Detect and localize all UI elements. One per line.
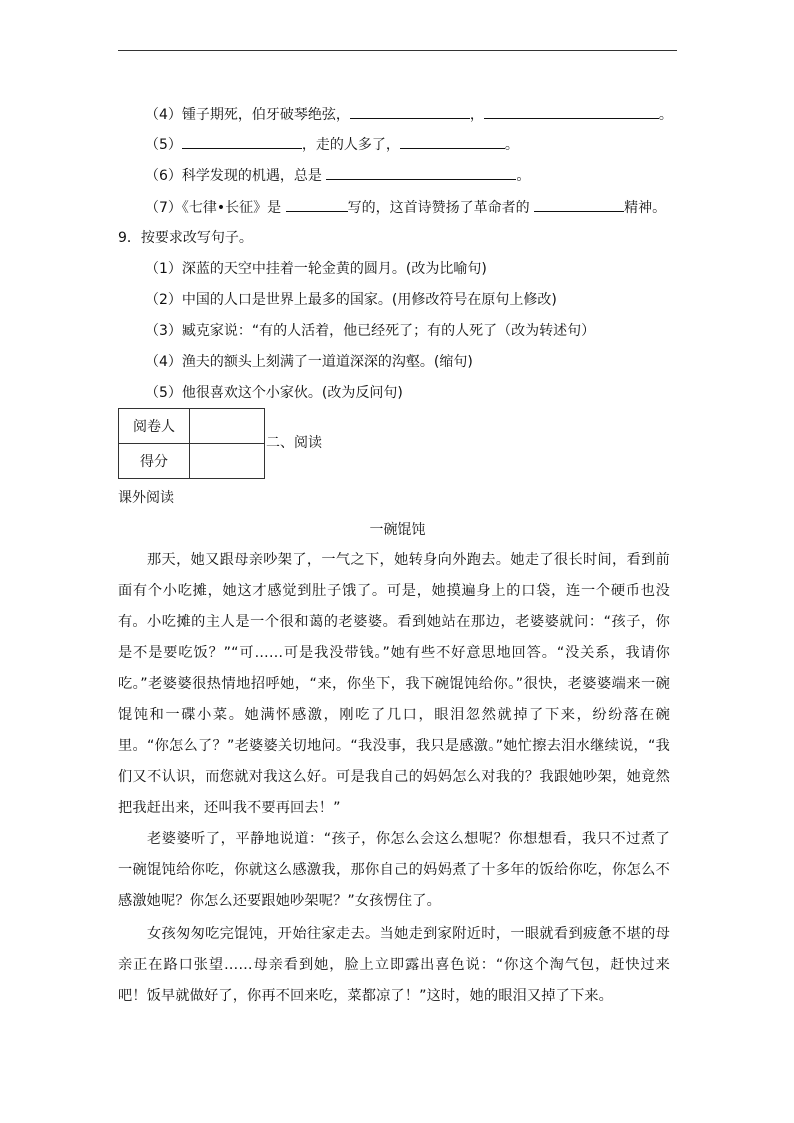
blank-item-4-end: 。 — [658, 107, 673, 123]
blank-item-6-end: 。 — [516, 168, 531, 184]
story-paragraph-1: 那天，她又跟母亲吵架了，一气之下，她转身向外跑去。她走了很长时间，看到前面有个小吃摊，她这才感觉到肚子饿了。可是，她摸遍身上的口袋，连一个硬币也没有。 — [118, 552, 670, 630]
blank-item-5 — [145, 134, 519, 155]
q9-item-5: （5）他很喜欢这个小家伙。(改为反问句) — [145, 385, 403, 401]
score-label: 得分 — [119, 444, 190, 479]
q9-item-2: （2）中国的人口是世界上最多的国家。(用修改符号在原句上修改) — [145, 292, 557, 308]
answer-blank-5b[interactable] — [400, 134, 505, 149]
blank-item-7-end: 精神。 — [624, 200, 667, 216]
section-title: 二、阅读 — [266, 435, 322, 451]
answer-blank-4b[interactable] — [484, 104, 659, 119]
blank-item-4-text: （4）锺子期死，伯牙破琴绝弦， — [145, 107, 350, 123]
answer-blank-6[interactable] — [326, 165, 516, 180]
answer-blank-7a[interactable] — [286, 197, 348, 212]
blank-item-5-mid: ，走的人多了， — [301, 137, 400, 153]
blank-item-6-text: （6）科学发现的机遇，总是 — [145, 168, 327, 184]
q9-item-1: （1）深蓝的天空中挂着一轮金黄的圆月。(改为比喻句) — [145, 261, 487, 277]
story-paragraph-3: 老婆婆听了，平静地说道：“孩子，你怎么会这么想呢？你想想看，我只不过煮了一碗馄饨给你吃，你就这么感激我，那你自己的妈妈煮了十多年的饭给你吃，你怎么不感激她呢？你怎么还要跟她吵架呢？”女孩愣住了。 — [118, 831, 670, 909]
reviewer-cell[interactable] — [190, 409, 265, 444]
blank-item-5-text: （5） — [145, 137, 182, 153]
question-9-heading: 9．按要求改写句子。 — [118, 230, 253, 246]
story-paragraph-4: 女孩匆匆吃完馄饨，开始往家走去。当她走到家附近时，一眼就看到疲惫不堪的母亲正在路口张望……母亲看到她，脸上立即露出喜色说：“你这个淘气包，赶快过来吧！饭早就做好了，你再不回来吃，菜都凉了！”这时，她的眼泪又掉了下来。 — [118, 926, 670, 1004]
reviewer-label: 阅卷人 — [119, 409, 190, 444]
section-subtitle: 课外阅读 — [118, 490, 174, 506]
header-rule — [118, 50, 677, 51]
answer-blank-4a[interactable] — [350, 104, 470, 119]
blank-item-7 — [145, 197, 666, 218]
story-title: 一碗馄饨 — [369, 522, 426, 538]
grader-table — [118, 408, 265, 479]
blank-item-6 — [145, 165, 530, 186]
score-cell[interactable] — [190, 444, 265, 479]
story-paragraph-2: 小吃摊的主人是一个很和蔼的老婆婆。看到她站在那边，老婆婆就问：“孩子，你是不是要吃饭？”“可……可是我没带钱。”她有些不好意思地回答。“没关系，我请你吃。”老婆婆很热情地招呼她，“来，你坐下，我下碗馄饨给你。”很快，老婆婆端来一碗馄饨和一碟小菜。她满怀感激，刚吃了几口，眼泪忽然就掉了下来，纷纷落在碗里。“你怎么了？”老婆婆关切地问。“我没事，我只是感激。”她忙擦去泪水继续说，“我们又不认识，而您就对我这么好。可是我自己的妈妈怎么对我的？我跟她吵架，她竟然把我赶出来，还叫我不要再回去！” — [118, 614, 670, 816]
blank-item-7-text: （7）《七律•长征》是 — [145, 200, 286, 216]
blank-item-4-sep: ， — [469, 107, 484, 123]
blank-item-5-end: 。 — [504, 137, 519, 153]
q9-item-4: （4）渔夫的额头上刻满了一道道深深的沟壑。(缩句) — [145, 354, 473, 370]
answer-blank-7b[interactable] — [534, 197, 624, 212]
blank-item-7-mid: 写的，这首诗赞扬了革命者的 — [347, 200, 535, 216]
blank-item-4 — [145, 104, 673, 125]
q9-item-3: （3）臧克家说：“有的人活着，他已经死了；有的人死了（改为转述句） — [145, 323, 596, 339]
answer-blank-5a[interactable] — [182, 134, 302, 149]
